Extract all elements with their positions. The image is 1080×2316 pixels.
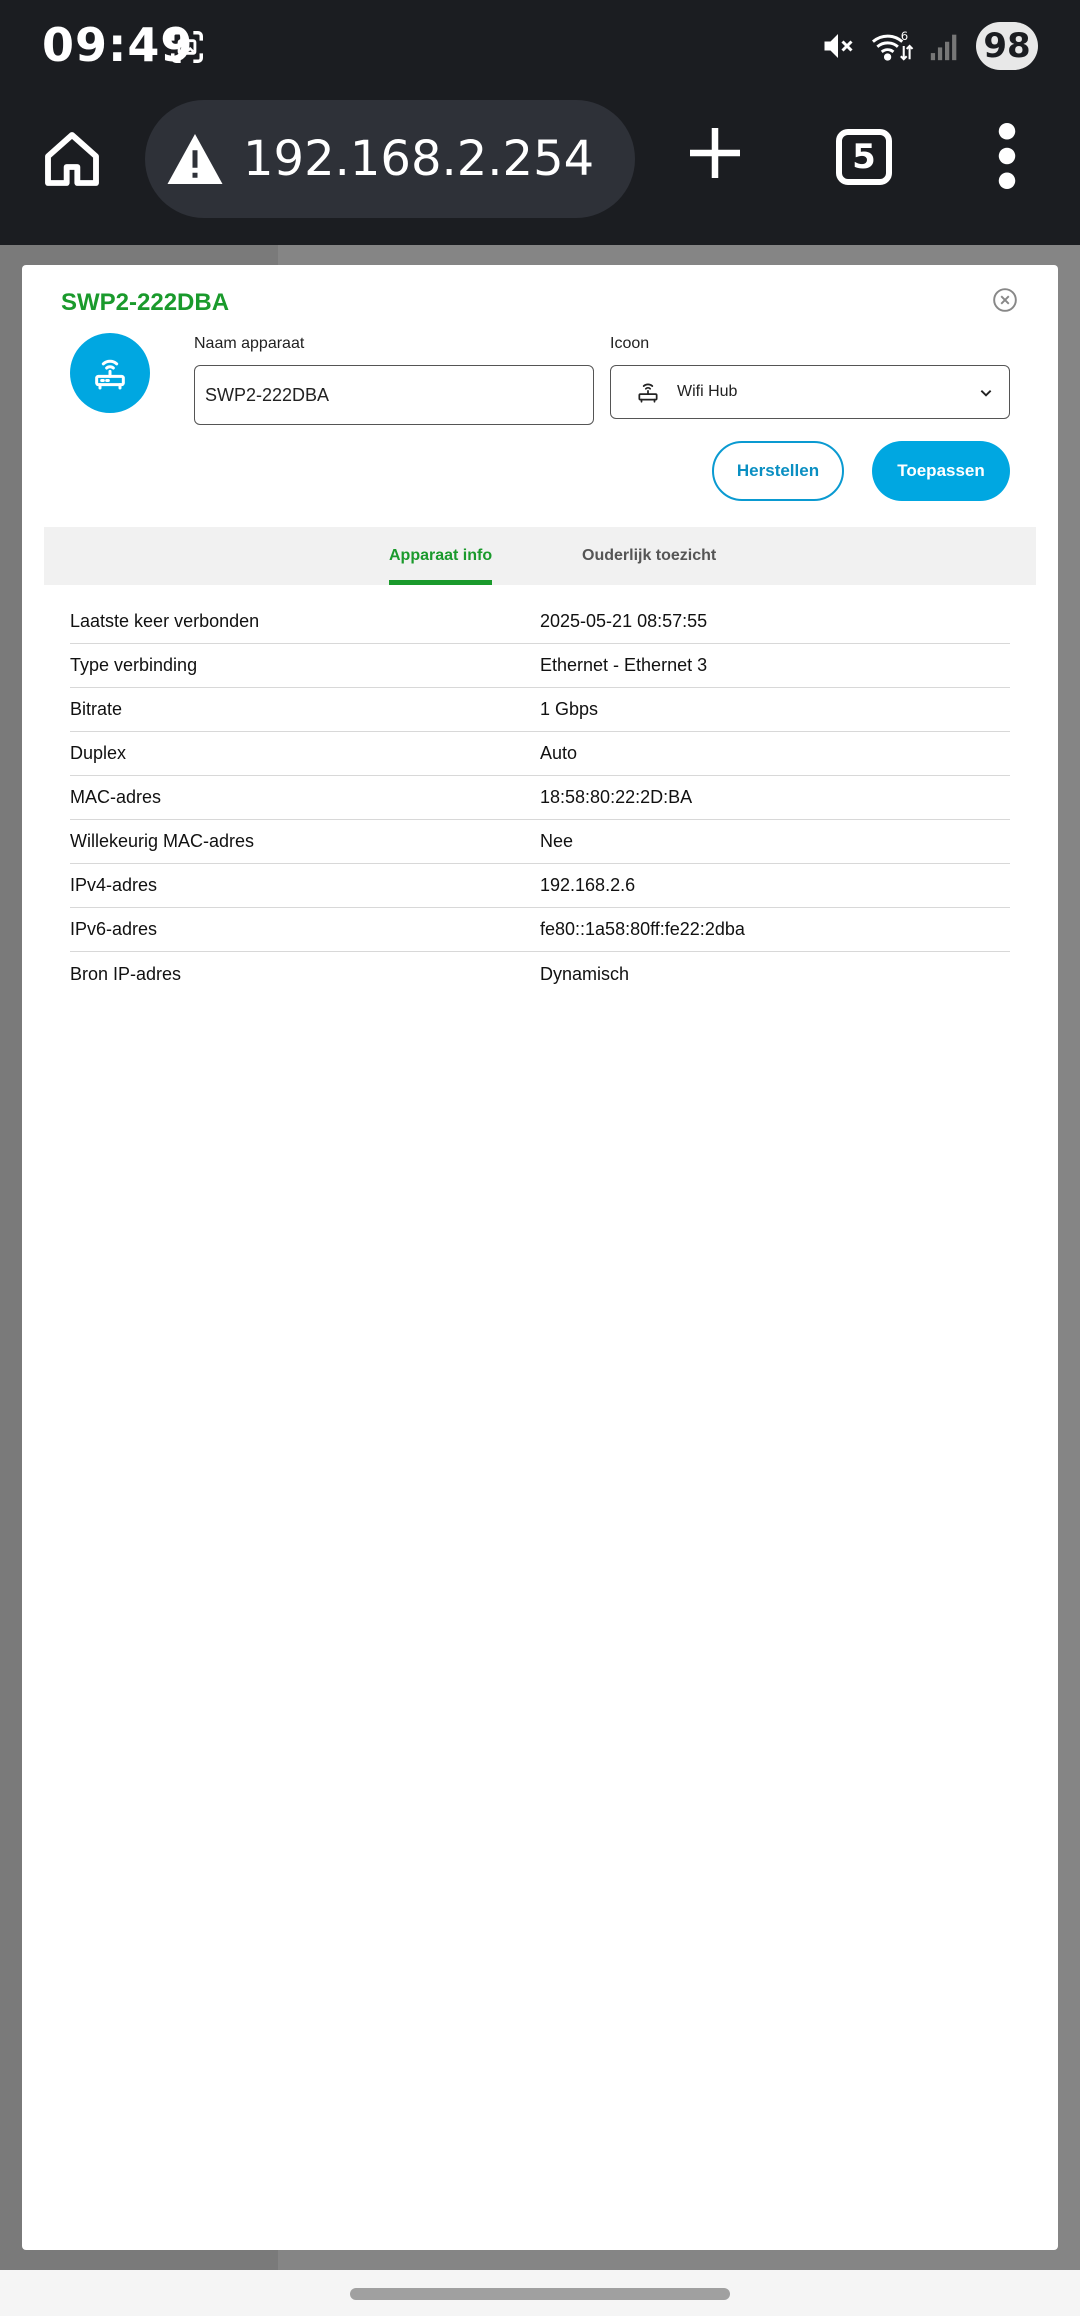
row-key: Type verbinding <box>70 655 198 675</box>
status-bar <box>0 0 1080 95</box>
home-indicator[interactable] <box>350 2288 730 2300</box>
home-icon[interactable] <box>40 127 104 191</box>
table-row <box>70 600 1010 644</box>
reset-button[interactable]: Herstellen <box>712 441 844 501</box>
more-vert-icon[interactable] <box>996 121 1018 191</box>
signal-icon <box>928 29 962 63</box>
device-name-input[interactable] <box>194 365 594 425</box>
row-key: Willekeurig MAC-adres <box>70 831 255 851</box>
warning-icon[interactable] <box>165 131 225 187</box>
table-row <box>70 864 1010 908</box>
table-row <box>70 644 1010 688</box>
name-field-label: Naam apparaat <box>194 335 305 352</box>
icon-select-value: Wifi Hub <box>677 383 738 400</box>
row-value: Dynamisch <box>540 963 630 984</box>
dialog-title: SWP2-222DBA <box>61 289 230 316</box>
mute-icon <box>820 28 856 64</box>
row-key: Bron IP-adres <box>70 963 182 984</box>
url-text[interactable]: 192.168.2.254 <box>243 131 595 187</box>
row-key: Laatste keer verbonden <box>70 611 260 631</box>
tab-device-info-label: Apparaat info <box>389 547 493 564</box>
row-value: Ethernet - Ethernet 3 <box>540 655 708 675</box>
row-key: MAC-adres <box>70 787 162 807</box>
status-time: 09:49 <box>42 18 194 72</box>
close-icon[interactable] <box>992 287 1018 313</box>
battery-indicator: 98 <box>976 22 1038 70</box>
device-avatar <box>70 333 150 413</box>
row-key: IPv4-adres <box>70 875 158 895</box>
wifi-hub-icon <box>635 379 661 405</box>
row-key: IPv6-adres <box>70 919 158 939</box>
icon-select[interactable] <box>610 365 1010 419</box>
row-key: Duplex <box>70 743 127 763</box>
table-row <box>70 820 1010 864</box>
row-value: Auto <box>540 743 578 763</box>
tab-device-info[interactable] <box>389 527 492 585</box>
table-row <box>70 732 1010 776</box>
row-value: 18:58:80:22:2D:BA <box>540 787 693 807</box>
table-row <box>70 776 1010 820</box>
svg-text:6: 6 <box>900 29 909 44</box>
device-dialog <box>22 265 1058 2250</box>
table-row <box>70 952 1010 996</box>
table-row <box>70 908 1010 952</box>
url-bar[interactable] <box>145 100 635 218</box>
plus-icon[interactable] <box>685 123 745 183</box>
row-value: 2025-05-21 08:57:55 <box>540 611 708 631</box>
row-value: 192.168.2.6 <box>540 875 636 895</box>
row-value: Nee <box>540 831 574 851</box>
apply-button[interactable]: Toepassen <box>872 441 1010 501</box>
row-key: Bitrate <box>70 699 123 719</box>
chevron-down-icon <box>979 386 993 400</box>
active-tab-indicator <box>389 580 492 585</box>
tab-parental-control-label: Ouderlijk toezicht <box>582 547 717 564</box>
wifi-hub-icon <box>90 353 130 393</box>
row-value: fe80::1a58:80ff:fe22:2dba <box>540 919 745 939</box>
screenshot-icon <box>168 28 206 66</box>
row-value: 1 Gbps <box>540 699 599 719</box>
device-info-table <box>70 600 1010 996</box>
wifi-6-icon <box>870 28 914 64</box>
tab-bar <box>44 527 1036 585</box>
tabs-button[interactable]: 5 <box>836 129 892 185</box>
table-row <box>70 688 1010 732</box>
icon-field-label: Icoon <box>610 335 650 352</box>
tab-parental-control[interactable] <box>582 527 716 585</box>
browser-toolbar <box>0 95 1080 245</box>
